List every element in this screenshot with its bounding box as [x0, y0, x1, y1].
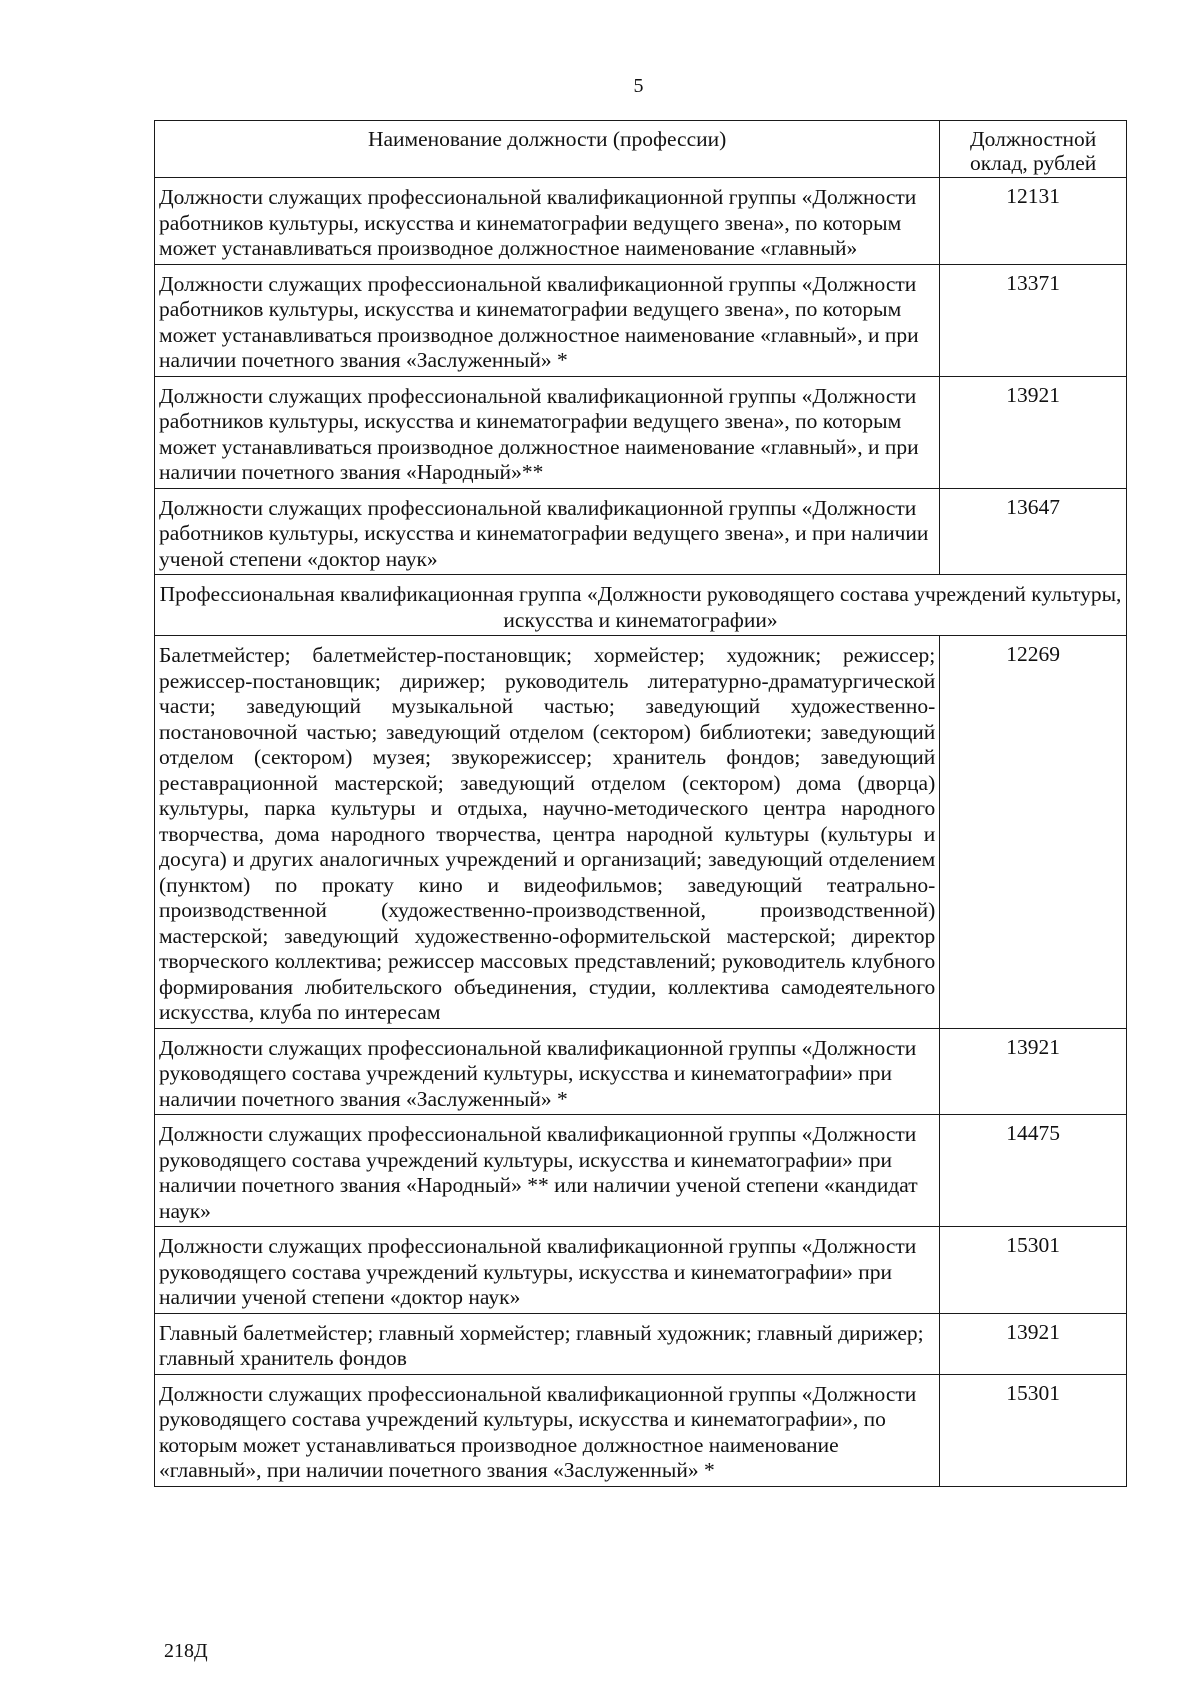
table-row — [155, 376, 1127, 488]
document-code: 218Д — [164, 1640, 208, 1662]
position-name-cell: Должности служащих профессиональной квалификационной группы «Должности работников культуры, искусства и кинематографии ведущего звена», по которым может устанавливаться производное должностное наименование «главный», и при наличии почетного звания «Заслуженный» * — [155, 264, 940, 376]
position-name-cell: Должности служащих профессиональной квалификационной группы «Должности руководящего состава учреждений культуры, искусства и кинематографии» при наличии ученой степени «доктор наук» — [155, 1227, 940, 1314]
table-row — [155, 1115, 1127, 1227]
position-name-cell: Должности служащих профессиональной квалификационной группы «Должности работников культуры, искусства и кинематографии ведущего звена», по которым может устанавливаться производное должностное наименование «главный», и при наличии почетного звания «Народный»** — [155, 376, 940, 488]
salary-cell: 13921 — [940, 1313, 1127, 1374]
salary-cell: 13921 — [940, 376, 1127, 488]
salary-cell: 15301 — [940, 1227, 1127, 1314]
table-row — [155, 636, 1127, 1029]
salary-cell: 15301 — [940, 1374, 1127, 1486]
position-name-cell: Должности служащих профессиональной квалификационной группы «Должности руководящего состава учреждений культуры, искусства и кинематографии» при наличии почетного звания «Заслуженный» * — [155, 1028, 940, 1115]
salary-cell: 13647 — [940, 488, 1127, 575]
salary-cell: 13371 — [940, 264, 1127, 376]
table-header-row — [155, 121, 1127, 178]
position-name-cell: Должности служащих профессиональной квалификационной группы «Должности руководящего состава учреждений культуры, искусства и кинематографии» при наличии почетного звания «Народный» ** или наличии ученой степени «кандидат наук» — [155, 1115, 940, 1227]
table-row — [155, 178, 1127, 265]
position-name-cell: Должности служащих профессиональной квалификационной группы «Должности руководящего состава учреждений культуры, искусства и кинематографии», по которым может устанавливаться производное должностное наименование «главный», при наличии почетного звания «Заслуженный» * — [155, 1374, 940, 1486]
table-row — [155, 1313, 1127, 1374]
position-name-cell: Должности служащих профессиональной квалификационной группы «Должности работников культуры, искусства и кинематографии ведущего звена», и при наличии ученой степени «доктор наук» — [155, 488, 940, 575]
table-row — [155, 264, 1127, 376]
column-header-position: Наименование должности (профессии) — [155, 121, 940, 178]
table-row — [155, 1028, 1127, 1115]
salary-cell: 12131 — [940, 178, 1127, 265]
table-row — [155, 1374, 1127, 1486]
table-row — [155, 1227, 1127, 1314]
page-number: 5 — [633, 75, 644, 97]
salary-cell: 14475 — [940, 1115, 1127, 1227]
position-name-cell: Главный балетмейстер; главный хормейстер; главный художник; главный дирижер; главный хранитель фондов — [155, 1313, 940, 1374]
table-row — [155, 488, 1127, 575]
column-header-salary: Должностной оклад, рублей — [940, 121, 1127, 178]
position-name-cell: Должности служащих профессиональной квалификационной группы «Должности работников культуры, искусства и кинематографии ведущего звена», по которым может устанавливаться производное должностное наименование «главный» — [155, 178, 940, 265]
group-heading: Профессиональная квалификационная группа «Должности руководящего состава учреждений культуры, искусства и кинематографии» — [155, 575, 1127, 636]
group-heading-row — [155, 575, 1127, 636]
table-body — [155, 178, 1127, 1487]
position-name-cell: Балетмейстер; балетмейстер-постановщик; хормейстер; художник; режиссер; режиссер-постановщик; дирижер; руководитель литературно-драматургической части; заведующий музыкальной частью; заведующий художественно-постановочной частью; заведующий отделом (сектором) библиотеки; заведующий отделом (сектором) музея; звукорежиссер; хранитель фондов; заведующий реставрационной мастерской; заведующий отделом (сектором) дома (дворца) культуры, парка культуры и отдыха, научно-методического центра народного творчества, дома народного творчества, центра народной культуры (культуры и досуга) и других аналогичных учреждений и организаций; заведующий отделением (пунктом) по прокату кино и видеофильмов; заведующий театрально-производственной (художественно-производственной, производственной) мастерской; заведующий художественно-оформительской мастерской; директор творческого коллектива; режиссер массовых представлений; руководитель клубного формирования любительского объединения, студии, коллектива самодеятельного искусства, клуба по интересам — [155, 636, 940, 1029]
salary-cell: 12269 — [940, 636, 1127, 1029]
salary-table — [154, 120, 1127, 1487]
salary-cell: 13921 — [940, 1028, 1127, 1115]
